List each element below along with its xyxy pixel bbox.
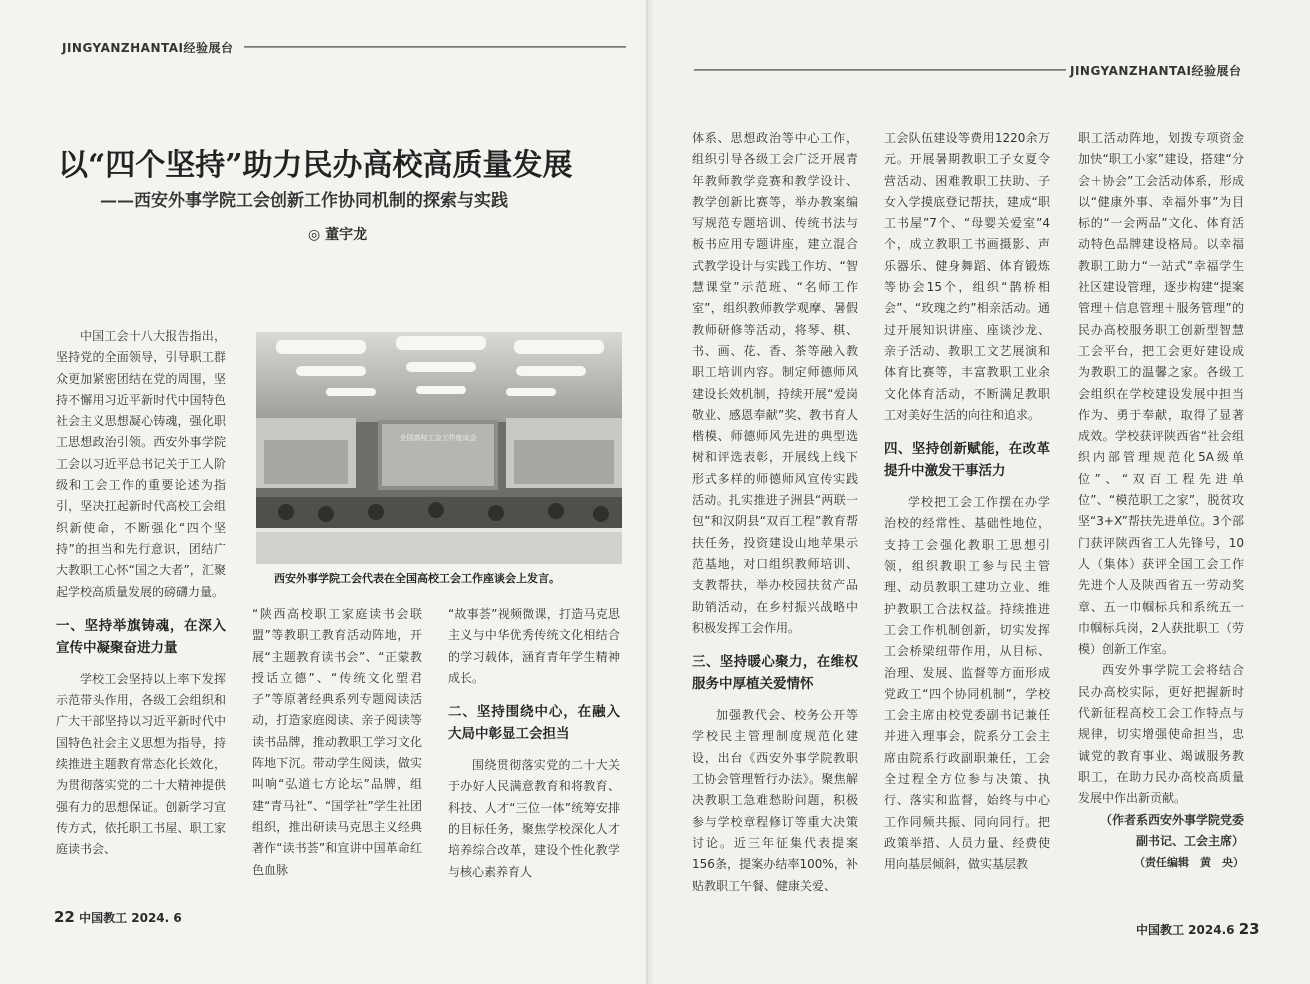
- photo-caption: 西安外事学院工会代表在全国高校工会工作座谈会上发言。: [274, 572, 560, 585]
- header-section: 经验展台: [1191, 64, 1242, 78]
- paragraph: 学校把工会工作摆在办学治校的经常性、基础性地位，支持工会强化教职工思想引领，组织教职工参与民主管理、动员教职工建功立业、维护教职工合法权益。持续推进工会工作机制创新，切实发挥工会桥梁纽带作用，从目标、治理、发展、监督等方面形成党政工“四个协同机制”，学校工会主席由校党委副书记兼任并进入理事会，院系分工会主席由院系行政副职兼任，工会全过程全方位参与决策、执行、落实和监督，始终与中心工作同频共振、同向同行。把政策举措、人员力量、经费使用向基层倾斜，做实基层教: [884, 495, 1050, 872]
- section-heading-4: 四、坚持创新赋能，在改革提升中激发干事活力: [884, 441, 1050, 480]
- magazine-issue: 中国教工 2024. 6: [79, 911, 182, 925]
- paragraph: 职工活动阵地，划拨专项资金加快“职工小家”建设，搭建“分会＋协会”工会活动体系，形成以“健康外事、幸福外事”为目标的“一会两品”文化、体育活动特色品牌建设格局。以幸福教职工助力“一站式”幸福学生社区建设管理，逐步构建“提案管理＋信息管理＋服务管理”的民办高校服务职工创新型智慧工会平台，把工会更好建设成为教职工的温馨之家。各级工会组织在学校建设发展中担当作为、勇于奉献，取得了显著成效。学校获评陕西省“社会组织内部管理规范化5A级单位”、“双百工程先进单位”、“模范职工之家”，脱贫攻坚“3+X”帮扶先进单位。3个部门获评陕西省工人先锋号，10人（集体）获评全国工会工作先进个人及陕西省五一劳动奖章、五一巾帼标兵和系统五一巾帼标兵岗，2人获批职工（劳模）创新工作室。: [1078, 131, 1244, 657]
- paragraph: 加强教代会、校务公开等学校民主管理制度规范化建设，出台《西安外事学院教职工协会管理暂行办法》。聚焦解决教职工急难愁盼问题，积极参与学校章程修订等重大决策讨论。近三年征集代表提案156条，提案办结率100%，补贴教职工午餐、健康关爱、: [692, 708, 858, 893]
- magazine-issue: 中国教工 2024.6: [1136, 923, 1235, 937]
- paragraph: “故事荟”视频微课，打造马克思主义与中华优秀传统文化相结合的学习载体，涵育青年学生精神成长。: [448, 607, 620, 685]
- running-header-right: [1070, 62, 1242, 79]
- paragraph: 工会队伍建设等费用1220余万元。开展暑期教职工子女夏令营活动、困难教职工扶助、子女入学摸底登记帮扶，建成“职工书屋”7个、“母婴关爱室”4个，成立教职工书画摄影、声乐器乐、健身舞蹈、体育锻炼等协会15个，组织“鹊桥相会”、“玫瑰之约”相亲活动。通过开展知识讲座、座谈沙龙、亲子活动、教职工文艺展演和体育比赛等，丰富教职工业余文化体育活动，不断满足教职工对美好生活的向往和追求。: [884, 131, 1050, 422]
- header-roman: JINGYANZHANTAI: [62, 41, 184, 55]
- paragraph: 西安外事学院工会将结合民办高校实际，更好把握新时代新征程高校工会工作特点与规律，切实增强使命担当，忠诚党的教育事业、竭诚服务教职工，在助力民办高校高质量发展中作出新贡献。: [1078, 663, 1244, 806]
- right-column-2: [884, 128, 1050, 876]
- page-number: 23: [1238, 920, 1260, 938]
- right-column-3: [1078, 128, 1244, 873]
- author-note: 副书记、工会主席）: [1135, 833, 1244, 848]
- editor-credit: （责任编辑 黄 央）: [1134, 856, 1244, 870]
- page-folio-left: [54, 908, 182, 926]
- page-folio-right: [1136, 920, 1260, 938]
- section-heading-1: 一、坚持举旗铸魂，在深入宣传中凝聚奋进力量: [56, 617, 226, 656]
- paragraph: 围绕贯彻落实党的二十大关于办好人民满意教育和将教育、科技、人才“三位一体”统筹安排的目标任务，聚焦学校深化人才培养综合改革，建设个性化教学与核心素养育人: [448, 758, 620, 879]
- paragraph: 中国工会十八大报告指出，坚持党的全面领导，引导职工群众更加紧密团结在党的周围，坚持不懈用习近平新时代中国特色社会主义思想凝心铸魂，强化职工思想政治引领。西安外事学院工会以习近平总书记关于工人阶级和工会工作的重要论述为指引，坚决扛起新时代高校工会组织新使命，不断强化“四个坚持”的担当和先行意识，团结广大教职工心怀“国之大者”，汇聚起学校高质量发展的磅礴力量。: [56, 329, 226, 599]
- left-column-2: [252, 604, 422, 881]
- header-rule-left: [244, 46, 626, 48]
- author-byline: ◎ 董宇龙: [308, 227, 368, 243]
- left-column-3: [448, 604, 620, 883]
- left-column-1: [56, 326, 226, 861]
- paragraph: 体系、思想政治等中心工作，组织引导各级工会广泛开展青年教师教学竞赛和教学设计、教学创新比赛等，举办教案编写规范专题培训、传统书法与板书应用专题讲座，建立混合式教学设计与实践工作坊、“智慧课堂”示范班、“名师工作室”，组织教师教学观摩、暑假教师研修等活动，将琴、棋、书、画、花、香、茶等融入教职工培训内容。制定师德师风建设长效机制，持续开展“爱岗敬业、感恩奉献”奖、教书育人楷模、师德师风先进的典型选树和评选表彰，开展线上线下形式多样的师德师风宣传实践活动。扎实推进子洲县“两联一包”和汉阴县“双百工程”教育帮扶任务，投资建设山地苹果示范基地，对口组织教师培训、支教帮扶，举办校园扶贫产品助销活动，在乡村振兴战略中积极发挥工会作用。: [692, 131, 858, 635]
- header-rule-right: [694, 69, 1066, 71]
- right-page: [652, 0, 1310, 984]
- left-page: [0, 0, 648, 984]
- author-note: （作者系西安外事学院党委: [1099, 812, 1244, 827]
- article-subtitle: ——西安外事学院工会创新工作协同机制的探索与实践: [100, 191, 508, 211]
- article-title: 以“四个坚持”助力民办高校高质量发展: [58, 148, 573, 183]
- running-header-left: [62, 39, 234, 56]
- section-heading-3: 三、坚持暖心聚力，在维权服务中厚植关爱情怀: [692, 654, 858, 693]
- paragraph: 学校工会坚持以上率下发挥示范带头作用，各级工会组织和广大干部坚持以习近平新时代中国特色社会主义思想为指导，持续推进主题教育常态化长效化，为贯彻落实党的二十大精神提供强有力的思想保证。创新学习宣传方式，依托职工书屋、职工家庭读书会、: [56, 671, 226, 857]
- section-heading-2: 二、坚持围绕中心，在融入大局中彰显工会担当: [448, 704, 620, 743]
- header-section: 经验展台: [183, 41, 234, 55]
- conference-photo-illustration: [256, 332, 622, 564]
- header-roman: JINGYANZHANTAI: [1070, 64, 1192, 78]
- paragraph: “陕西高校职工家庭读书会联盟”等教职工教育活动阵地，开展“主题教育读书会”、“正蒙教授话立德”、“传统文化塑君子”等原著经典系列专题阅读活动，打造家庭阅读、亲子阅读等读书品牌，推动教职工学习文化阵地下沉。带动学生阅读，做实叫响“弘道七方论坛”品牌，组建“青马社”、“国学社”学生社团组织，推出研读马克思主义经典著作“读书荟”和宣讲中国革命红色血脉: [252, 607, 422, 877]
- conference-photo: [256, 332, 622, 564]
- right-column-1: [692, 128, 858, 897]
- page-number: 22: [54, 908, 75, 926]
- screen-text: 全国高校工会工作座谈会: [399, 434, 477, 442]
